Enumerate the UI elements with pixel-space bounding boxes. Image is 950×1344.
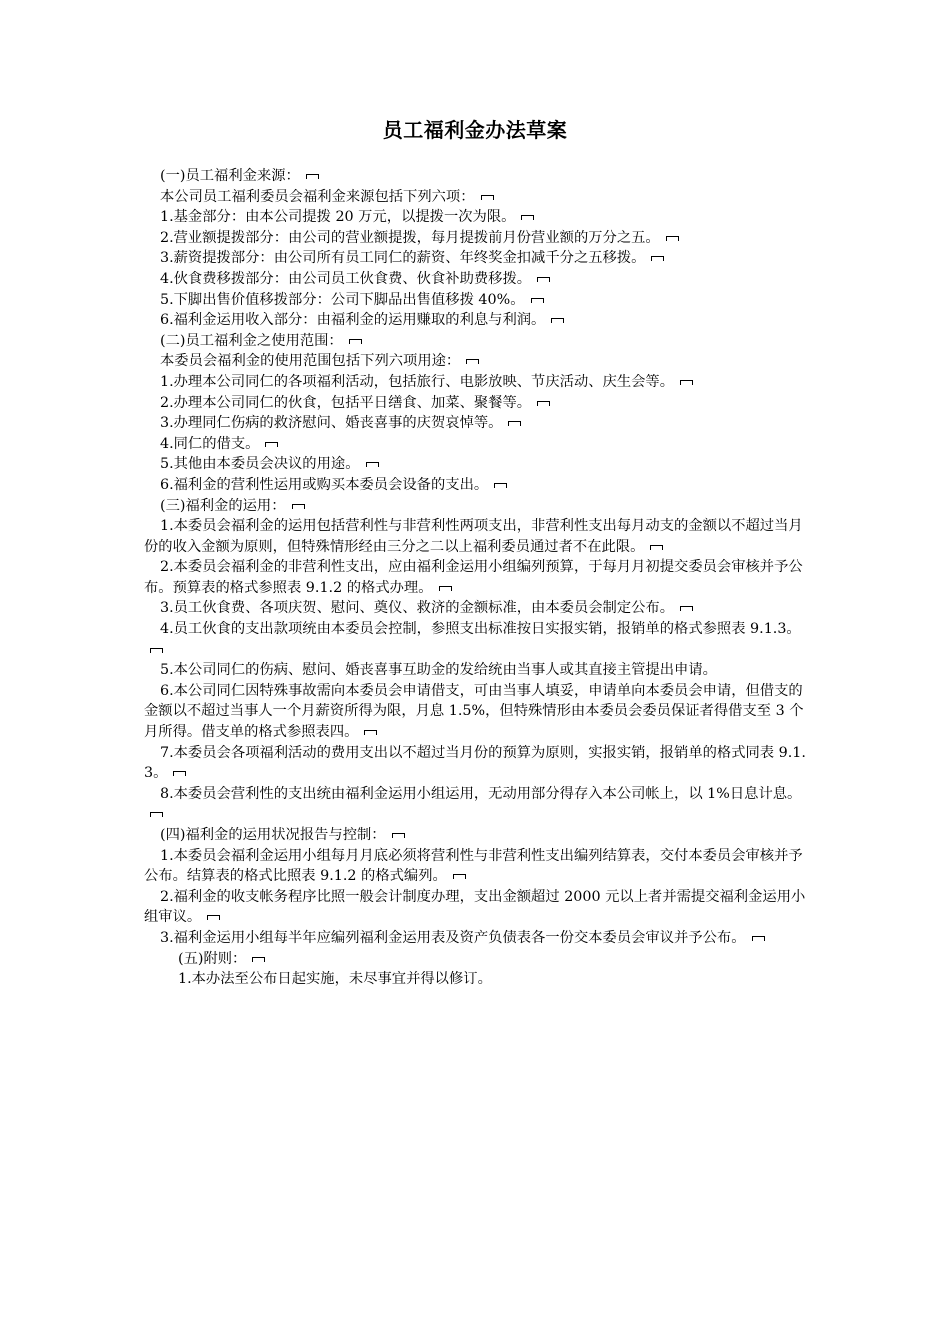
- paragraph-mark-icon: [207, 915, 220, 920]
- paragraph: [144, 413, 808, 434]
- paragraph: [144, 681, 808, 743]
- paragraph-mark-icon: [150, 812, 163, 817]
- paragraph-text: (三)福利金的运用：: [160, 497, 286, 514]
- paragraph-mark-icon: [439, 586, 452, 591]
- paragraph-mark-icon: [392, 833, 405, 838]
- paragraph-text: 2.营业额提拨部分：由公司的营业额提拨，每月提拨前月份营业额的万分之五。: [160, 229, 660, 246]
- paragraph: [144, 248, 808, 269]
- paragraph: [144, 825, 808, 846]
- paragraph-mark-icon: [265, 442, 278, 447]
- paragraph-mark-icon: [306, 174, 319, 179]
- paragraph: [144, 331, 808, 352]
- paragraph-text: 本委员会福利金的使用范围包括下列六项用途：: [160, 353, 461, 370]
- paragraph: [144, 969, 808, 990]
- paragraph-text: 6.本公司同仁因特殊事故需向本委员会申请借支，可由当事人填妥，申请单向本委员会申请，但借支的金额以不超过当事人一个月薪资所得为限，月息 1.5%，但特殊情形由本委员会委员保证者得借支至 3 个月所得。借支单的格式参照表四。: [144, 682, 804, 741]
- paragraph: [144, 372, 808, 393]
- paragraph: [144, 269, 808, 290]
- paragraph-text: 1.本委员会福利金运用小组每月月底必须将营利性与非营利性支出编列结算表，交付本委员会审核并予公布。结算表的格式比照表 9.1.2 的格式编列。: [144, 847, 803, 885]
- paragraph-mark-icon: [292, 504, 305, 509]
- paragraph-mark-icon: [481, 195, 494, 200]
- paragraph: [144, 598, 808, 619]
- paragraph-text: 4.员工伙食的支出款项统由本委员会控制，参照支出标准按日实报实销，报销单的格式参照表 9.1.3。: [160, 621, 801, 638]
- document-title: 员工福利金办法草案: [382, 118, 568, 142]
- paragraph-text: 2.福利金的收支帐务程序比照一般会计制度办理，支出金额超过 2000 元以上者并需提交福利金运用小组审议。: [144, 888, 806, 926]
- paragraph-text: 6.福利金的营利性运用或购买本委员会设备的支出。: [160, 476, 489, 493]
- paragraph-mark-icon: [150, 648, 163, 653]
- paragraph: [144, 475, 808, 496]
- paragraph-text: 4.同仁的借支。: [160, 435, 260, 452]
- paragraph-text: (一)员工福利金来源：: [160, 168, 300, 184]
- paragraph: [144, 949, 808, 970]
- paragraph-mark-icon: [666, 236, 679, 241]
- paragraph: [144, 743, 808, 784]
- paragraph-mark-icon: [537, 277, 550, 282]
- paragraph: [144, 887, 808, 928]
- paragraph: [144, 393, 808, 414]
- paragraph: [144, 454, 808, 475]
- paragraph-mark-icon: [651, 256, 664, 261]
- paragraph-text: (五)附则：: [178, 950, 247, 967]
- paragraph: [144, 228, 808, 249]
- paragraph-text: 2.办理本公司同仁的伙食，包括平日缮食、加菜、聚餐等。: [160, 394, 532, 411]
- paragraph-text: 7.本委员会各项福利活动的费用支出以不超过当月份的预算为原则，实报实销，报销单的格式同表 9.1.3。: [144, 744, 806, 782]
- paragraph-mark-icon: [551, 318, 564, 323]
- paragraph-mark-icon: [349, 339, 362, 344]
- paragraph-mark-icon: [680, 606, 693, 611]
- paragraph-mark-icon: [752, 936, 765, 941]
- document-body: [144, 166, 808, 990]
- paragraph-mark-icon: [364, 730, 377, 735]
- paragraph-text: 3.薪资提拨部分：由公司所有员工同仁的薪资、年终奖金扣减千分之五移拨。: [160, 250, 646, 267]
- paragraph-mark-icon: [466, 359, 479, 364]
- paragraph: [144, 619, 808, 660]
- paragraph-text: 4.伙食费移拨部分：由公司员工伙食费、伙食补助费移拨。: [160, 270, 532, 287]
- paragraph-mark-icon: [366, 462, 379, 467]
- paragraph-text: 3.员工伙食费、各项庆贺、慰问、奠仪、救济的金额标准，由本委员会制定公布。: [160, 600, 675, 617]
- paragraph: [144, 207, 808, 228]
- paragraph-text: (四)福利金的运用状况报告与控制：: [160, 827, 386, 843]
- paragraph-mark-icon: [521, 215, 534, 220]
- paragraph-mark-icon: [494, 483, 507, 488]
- paragraph-mark-icon: [252, 957, 265, 962]
- paragraph-mark-icon: [680, 380, 693, 385]
- paragraph-mark-icon: [453, 874, 466, 879]
- paragraph-text: 1.本委员会福利金的运用包括营利性与非营利性两项支出，非营利性支出每月动支的金额以不超过当月份的收入金额为原则，但特殊情形经由三分之二以上福利委员通过者不在此限。: [144, 518, 803, 555]
- paragraph-text: 3.办理同仁伤病的救济慰问、婚丧喜事的庆贺哀悼等。: [160, 415, 503, 432]
- paragraph-text: 5.下脚出售价值移拨部分：公司下脚品出售值移拨 40%。: [160, 291, 525, 308]
- paragraph: [144, 351, 808, 372]
- paragraph-mark-icon: [531, 298, 544, 303]
- paragraph-mark-icon: [537, 401, 550, 406]
- paragraph: [144, 434, 808, 455]
- paragraph-text: 1.办理本公司同仁的各项福利活动，包括旅行、电影放映、节庆活动、庆生会等。: [160, 373, 675, 390]
- paragraph-text: 3.福利金运用小组每半年应编列福利金运用表及资产负债表各一份交本委员会审议并予公布。: [160, 929, 746, 946]
- paragraph-mark-icon: [508, 421, 521, 426]
- paragraph-mark-icon: [650, 545, 663, 550]
- paragraph: [144, 166, 808, 187]
- paragraph: [144, 187, 808, 208]
- paragraph: [144, 496, 808, 517]
- paragraph-mark-icon: [173, 771, 186, 776]
- paragraph: [144, 660, 808, 681]
- paragraph-text: 5.本公司同仁的伤病、慰问、婚丧喜事互助金的发给统由当事人或其直接主管提出申请。: [160, 662, 717, 679]
- paragraph: [144, 846, 808, 887]
- paragraph: [144, 557, 808, 598]
- paragraph: [144, 290, 808, 311]
- paragraph-text: 1.本办法至公布日起实施，未尽事宜并得以修订。: [178, 971, 492, 988]
- paragraph-text: 2.本委员会福利金的非营利性支出，应由福利金运用小组编列预算，于每月月初提交委员会审核并予公布。预算表的格式参照表 9.1.2 的格式办理。: [144, 559, 803, 596]
- paragraph-text: 6.福利金运用收入部分：由福利金的运用赚取的利息与利润。: [160, 312, 546, 329]
- paragraph: [144, 516, 808, 557]
- paragraph: [144, 928, 808, 949]
- paragraph: [144, 310, 808, 331]
- paragraph-text: 8.本委员会营利性的支出统由福利金运用小组运用，无动用部分得存入本公司帐上，以 1%日息计息。: [160, 785, 802, 802]
- paragraph-text: 5.其他由本委员会决议的用途。: [160, 456, 360, 473]
- paragraph-text: (二)员工福利金之使用范围：: [160, 332, 343, 349]
- paragraph-text: 本公司员工福利委员会福利金来源包括下列六项：: [160, 188, 475, 205]
- paragraph-text: 1.基金部分：由本公司提拨 20 万元，以提拨一次为限。: [160, 209, 516, 226]
- paragraph: [144, 784, 808, 825]
